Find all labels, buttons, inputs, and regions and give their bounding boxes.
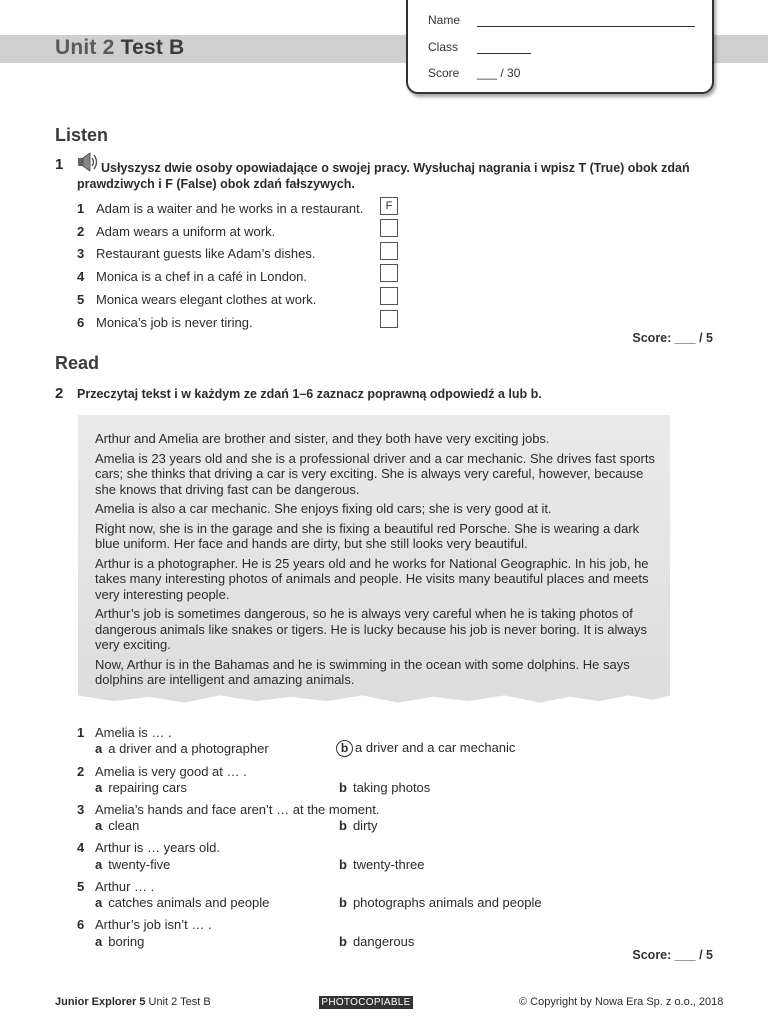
option-a[interactable] <box>95 934 144 949</box>
photocopiable-badge: PHOTOCOPIABLE <box>319 996 413 1009</box>
question-text <box>77 802 380 817</box>
option-text: taking photos <box>352 780 431 795</box>
option-letter: a <box>95 857 103 872</box>
option-b[interactable] <box>339 934 414 949</box>
question-text <box>77 725 172 740</box>
copyright: © Copyright by Nowa Era Sp. z o.o., 2018 <box>519 996 724 1008</box>
exercise-number-2: 2 <box>55 385 64 402</box>
option-text: repairing cars <box>108 780 187 795</box>
option-text: a driver and a photographer <box>108 741 269 756</box>
page-title <box>55 36 184 60</box>
question-number: 2 <box>77 764 85 779</box>
option-b[interactable] <box>339 895 542 910</box>
option-letter: b <box>339 818 347 833</box>
option-b[interactable] <box>339 857 425 872</box>
option-letter: b <box>339 857 347 872</box>
answer-box[interactable] <box>380 310 398 328</box>
passage-paragraph: Now, Arthur is in the Bahamas and he is swimming in the ocean with some dolphins. He says dolphins are intelligent and amazing animals. <box>95 656 630 687</box>
option-text: twenty-five <box>108 857 171 872</box>
unit-test-label: Unit 2 Test B <box>148 996 211 1008</box>
answer-box[interactable] <box>380 242 398 260</box>
class-label: Class <box>428 40 459 54</box>
list-item <box>77 246 315 261</box>
question-stem: Amelia is very good at … . <box>95 764 247 779</box>
question-stem: Arthur is … years old. <box>95 840 220 855</box>
question-number: 1 <box>77 725 85 740</box>
question-number: 5 <box>77 879 85 894</box>
exercise-number-1: 1 <box>55 156 64 173</box>
option-letter: b <box>339 934 347 949</box>
option-a[interactable] <box>95 818 139 833</box>
listen-heading: Listen <box>55 125 109 145</box>
item-text: Adam wears a uniform at work. <box>96 224 276 239</box>
question-number: 3 <box>77 802 85 817</box>
answer-box[interactable] <box>380 219 398 237</box>
listen-instruction: Usłyszysz dwie osoby opowiadające o swojej pracy. Wysłuchaj nagrania i wpisz T (True) obok zdań prawdziwych i F (False) obok zdań fałszywych. <box>77 161 690 191</box>
option-letter: a <box>95 934 103 949</box>
option-text: photographs animals and people <box>352 895 542 910</box>
option-letter: a <box>95 818 103 833</box>
question-stem: Arthur … . <box>95 879 155 894</box>
read-heading: Read <box>55 353 100 373</box>
read-instruction: Przeczytaj tekst i w każdym ze zdań 1–6 zaznacz poprawną odpowiedź a lub b. <box>77 387 542 401</box>
option-b-selected[interactable] <box>336 740 515 757</box>
option-b[interactable] <box>339 780 430 795</box>
item-text: Monica’s job is never tiring. <box>96 315 253 330</box>
student-info-box <box>406 0 714 94</box>
passage-paragraph: Right now, she is in the garage and she is fixing a beautiful red Porsche. She is wearing a dark blue uniform. Her face and hands are dirty, but she still looks very beautiful. <box>95 520 640 551</box>
selected-circle: b <box>336 740 353 757</box>
option-text: dangerous <box>352 934 415 949</box>
total-score[interactable]: ___ / 30 <box>477 66 521 80</box>
test-label: Test B <box>120 36 185 59</box>
option-a[interactable] <box>95 741 269 756</box>
name-label: Name <box>428 13 461 27</box>
question-text <box>77 764 247 779</box>
book-title: Junior Explorer 5 <box>55 996 146 1008</box>
item-text: Adam is a waiter and he works in a restaurant. <box>96 201 364 216</box>
footer-book <box>55 996 211 1008</box>
item-number: 4 <box>77 269 85 284</box>
list-item <box>77 224 275 239</box>
question-stem: Arthur’s job isn’t … . <box>95 917 212 932</box>
question-stem: Amelia is … . <box>95 725 172 740</box>
passage-paragraph: Amelia is 23 years old and she is a professional driver and a car mechanic. She drives fast sports cars; she thinks that driving a car is very exciting. She is always very careful, however, because she knows that driving fast can be dangerous. <box>95 450 655 497</box>
item-text: Restaurant guests like Adam’s dishes. <box>96 246 316 261</box>
unit-label: Unit 2 <box>55 36 115 59</box>
option-letter: a <box>95 895 103 910</box>
answer-box[interactable] <box>380 264 398 282</box>
item-text: Monica is a chef in a café in London. <box>96 269 308 284</box>
item-number: 1 <box>77 201 85 216</box>
option-text: a driver and a car mechanic <box>355 740 516 755</box>
read-score[interactable]: Score: ___ / 5 <box>632 948 713 962</box>
list-item <box>77 269 307 284</box>
item-number: 6 <box>77 315 85 330</box>
passage-paragraph: Arthur and Amelia are brother and sister, and they both have very exciting jobs. <box>95 431 550 446</box>
option-a[interactable] <box>95 780 187 795</box>
option-a[interactable] <box>95 895 269 910</box>
question-text <box>77 840 220 855</box>
option-letter: a <box>95 780 103 795</box>
passage-paragraph: Amelia is also a car mechanic. She enjoys fixing old cars; she is very good at it. <box>95 501 552 516</box>
option-a[interactable] <box>95 857 170 872</box>
item-number: 3 <box>77 246 85 261</box>
reading-passage <box>95 431 655 692</box>
answer-box[interactable]: F <box>380 197 398 215</box>
answer-box[interactable] <box>380 287 398 305</box>
list-item <box>77 201 363 216</box>
option-b[interactable] <box>339 818 378 833</box>
option-text: dirty <box>352 818 378 833</box>
score-label: Score <box>428 66 460 80</box>
passage-paragraph: Arthur’s job is sometimes dangerous, so he is always very careful when he is taking photos of dangerous animals like snakes or tigers. He is lucky because his job is never boring. It is always very exciting. <box>95 606 648 652</box>
question-number: 4 <box>77 840 85 855</box>
question-text <box>77 917 212 932</box>
question-number: 6 <box>77 917 85 932</box>
option-letter: b <box>339 895 347 910</box>
item-text: Monica wears elegant clothes at work. <box>96 292 317 307</box>
question-stem: Amelia’s hands and face aren’t … at the moment. <box>95 802 380 817</box>
list-item <box>77 315 253 330</box>
option-text: boring <box>108 934 145 949</box>
option-letter: a <box>95 741 103 756</box>
option-letter: b <box>339 780 347 795</box>
name-field[interactable] <box>477 26 695 27</box>
option-text: catches animals and people <box>108 895 270 910</box>
option-text: clean <box>108 818 140 833</box>
item-number: 2 <box>77 224 85 239</box>
question-text <box>77 879 155 894</box>
item-number: 5 <box>77 292 85 307</box>
list-item <box>77 292 316 307</box>
class-field[interactable] <box>477 53 531 54</box>
listen-score[interactable]: Score: ___ / 5 <box>632 331 713 345</box>
passage-paragraph: Arthur is a photographer. He is 25 years old and he works for National Geographic. In his job, he takes many interesting photos of animals and people. He visits many beautiful places and meets very interesting people. <box>95 555 649 602</box>
option-text: twenty-three <box>352 857 425 872</box>
